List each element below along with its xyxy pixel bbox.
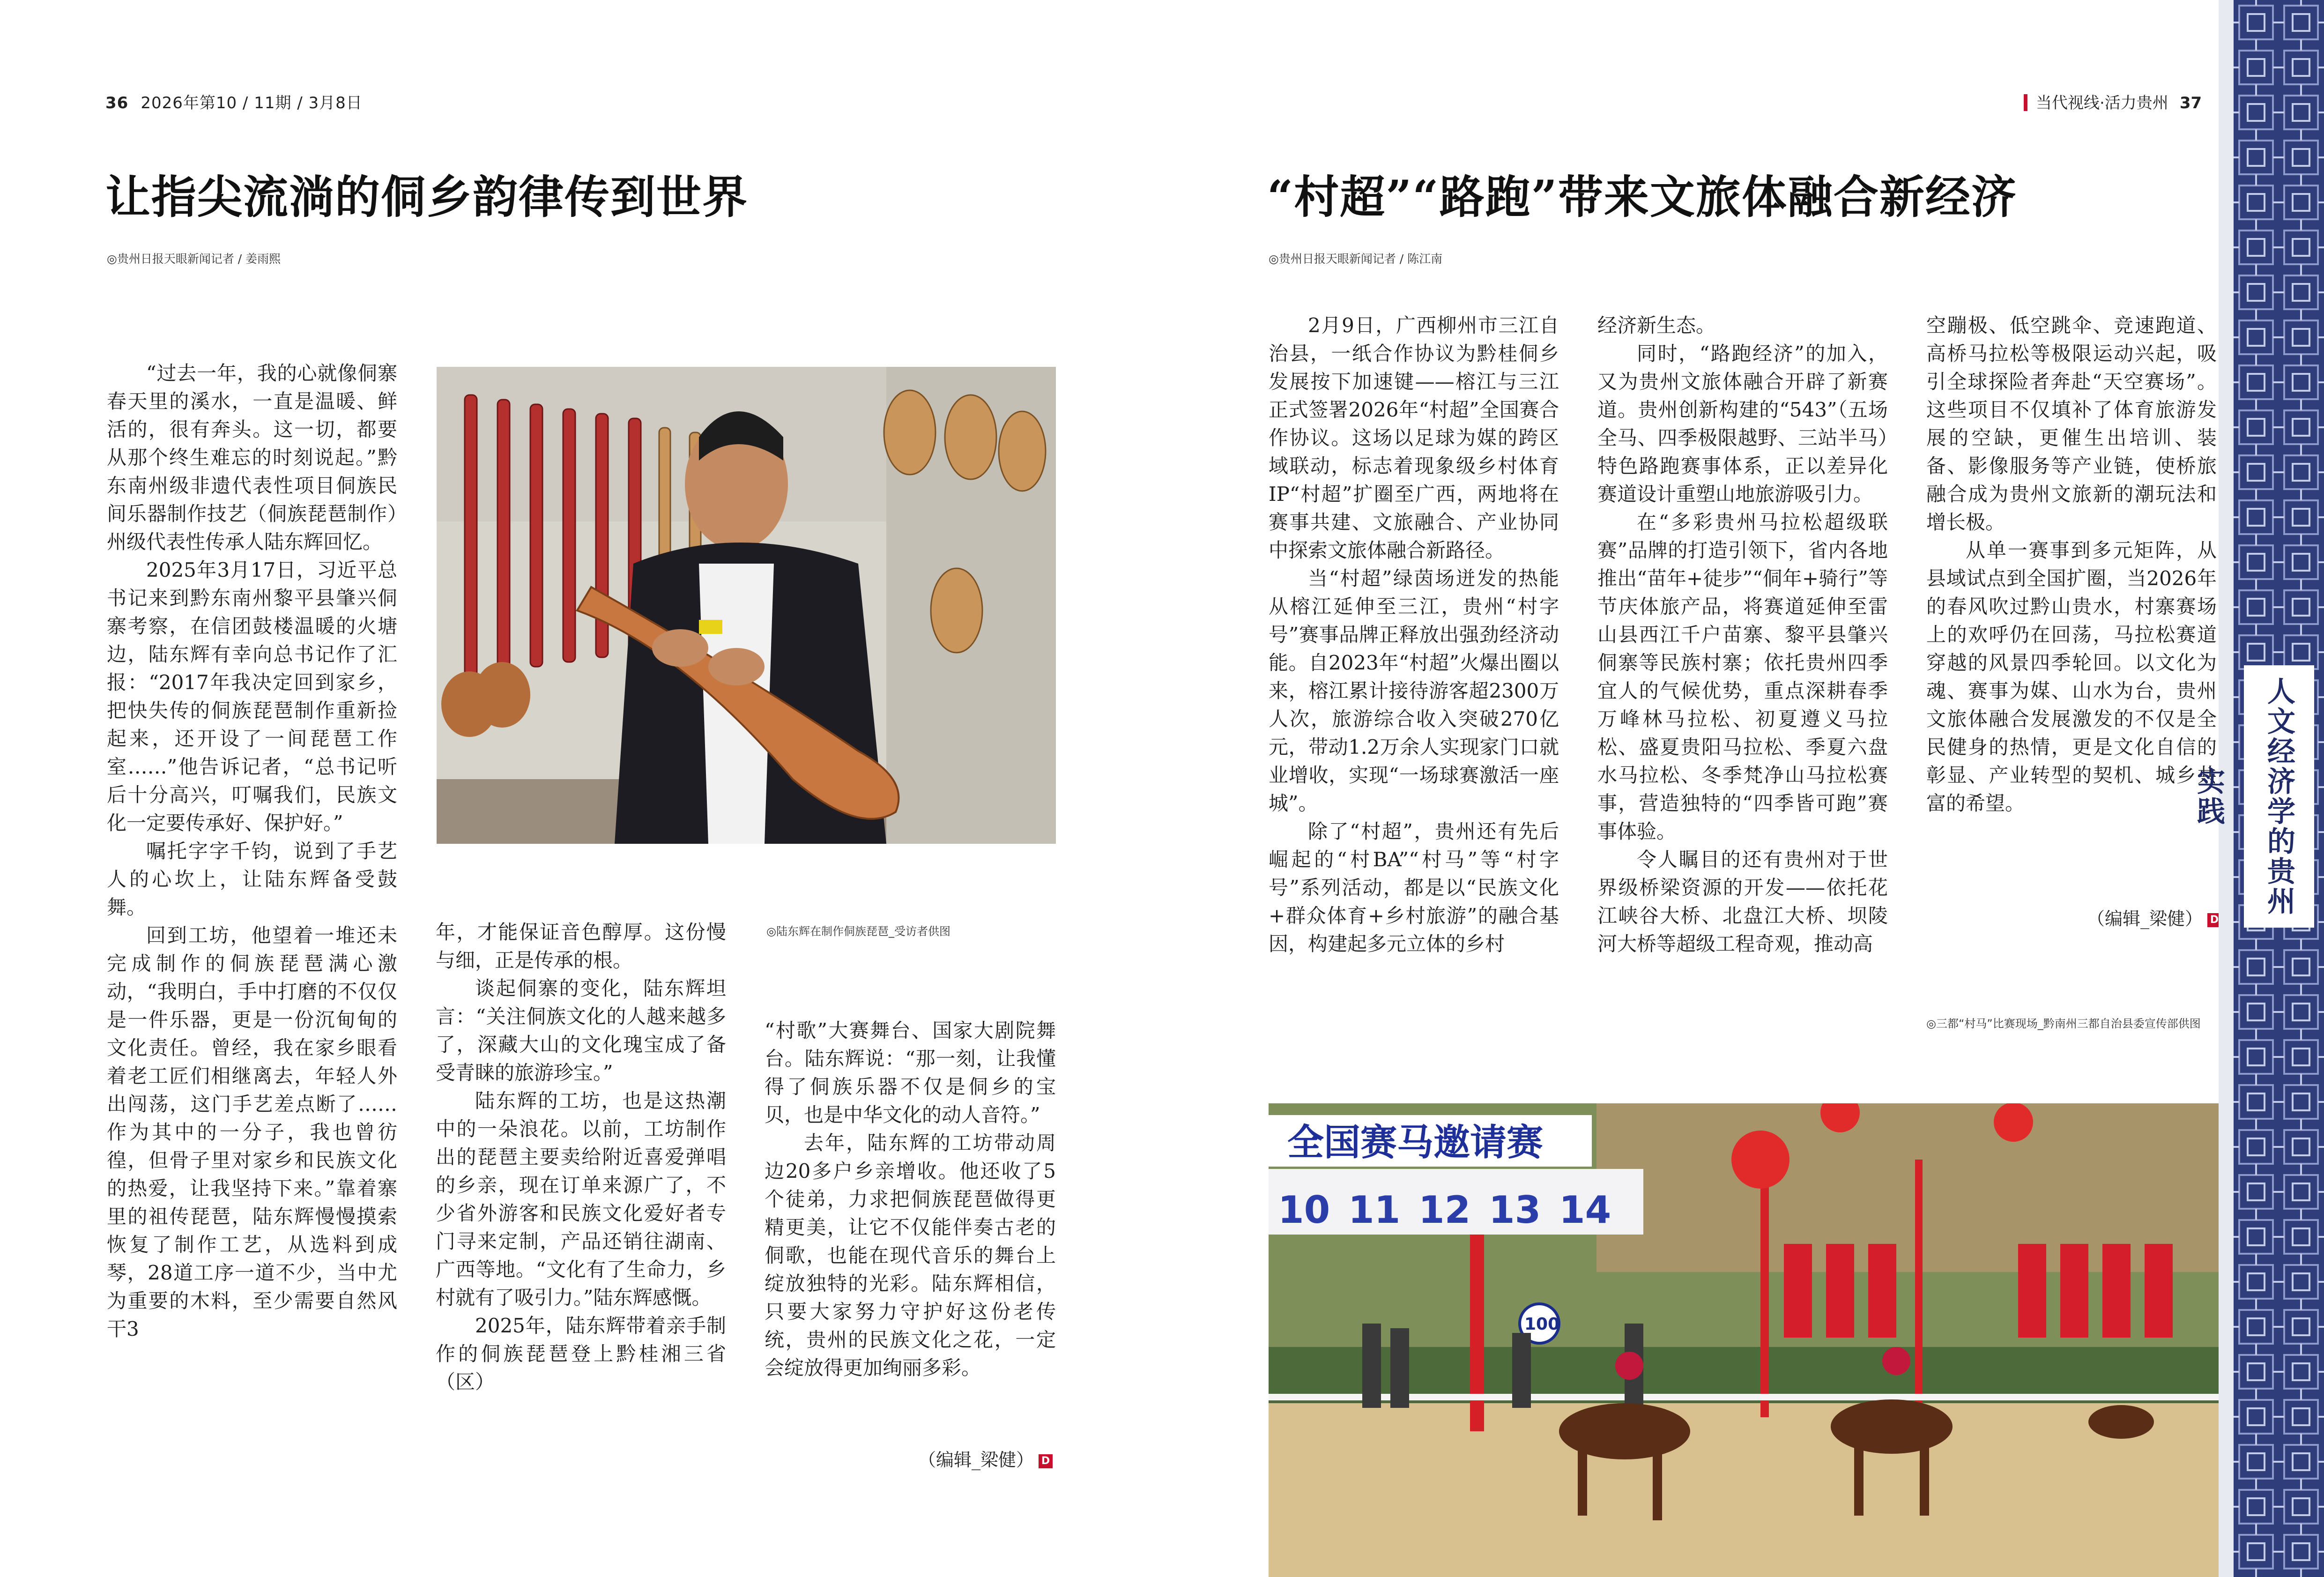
d-badge-icon: D [2207, 913, 2221, 927]
paragraph: 年，才能保证音色醇厚。这份慢与细，正是传承的根。 [436, 921, 726, 972]
paragraph: 2025年，陆东辉带着亲手制作的侗族琵琶登上黔桂湘三省（区） [436, 1314, 726, 1393]
paragraph: 除了“村超”，贵州还有先后崛起的“村BA”“村马”等“村字号”系列活动，都是以“民族文化+群众体育+乡村旅游”的融合基因，构建起多元立体的乡村 [1269, 820, 1559, 955]
workshop-photo-caption: ◎陆东辉在制作侗族琵琶_受访者供图 [766, 925, 950, 938]
left-article-title: 让指尖流淌的侗乡韵律传到世界 [105, 171, 748, 223]
section-name: 当代视线·活力贵州 [2036, 94, 2168, 112]
left-article-column-3 [765, 1017, 1056, 1382]
race-photo-caption: ◎三都“村马”比赛现场_黔南州三都自治县委宣传部供图 [1926, 1017, 2201, 1030]
paragraph: 同时，“路跑经济”的加入，又为贵州文旅体融合开辟了新赛道。贵州创新构建的“543”（五场全马、四季极限越野、三站半马）特色路跑赛事体系，正以差异化赛道设计重塑山地旅游吸引力。 [1597, 342, 1888, 506]
paragraph: 嘱托字字千钧，说到了手艺人的心坎上，让陆东辉备受鼓舞。 [107, 840, 397, 919]
horse-race-photo [1269, 1103, 2219, 1577]
paragraph: 去年，陆东辉的工坊带动周边20多户乡亲增收。他还收了5个徒弟，力求把侗族琵琶做得更精更美，让它不仅能伴奏古老的侗歌，也能在现代音乐的舞台上绽放独特的光彩。陆东辉相信，只要大家努力守护好这份老传统，贵州的民族文化之花，一定会绽放得更加绚丽多彩。 [765, 1131, 1056, 1379]
left-editor-note [918, 1445, 1053, 1471]
paragraph: 在“多彩贵州马拉松超级联赛”品牌的打造引领下，省内各地推出“苗年+徒步”“侗年+骑行”等节庆体旅产品，将赛道延伸至雷山县西江千户苗寨、黎平县肇兴侗寨等民族村寨；依托贵州四季宜人的气候优势，重点深耕春季万峰林马拉松、初夏遵义马拉松、盛夏贵阳马拉松、季夏六盘水马拉松、冬季梵净山马拉松赛事，营造独特的“四季皆可跑”赛事体验。 [1597, 511, 1888, 843]
editor-label: （编辑_梁健） [918, 1450, 1034, 1470]
right-article-column-2 [1597, 312, 1888, 958]
right-article-byline: ◎贵州日报天眼新闻记者 / 陈江南 [1269, 252, 1443, 266]
left-article-column-2 [436, 918, 726, 1396]
right-editor-note [2087, 904, 2221, 930]
workshop-illustration [437, 367, 1056, 844]
race-banner-text: 全国赛马邀请赛 [1287, 1122, 1544, 1164]
workshop-photo [437, 367, 1056, 844]
gate-number: 11 [1348, 1188, 1401, 1232]
paragraph: “村歌”大赛舞台、国家大剧院舞台。陆东辉说：“那一刻，让我懂得了侗族乐器不仅是侗乡的宝贝，也是中华文化的动人音符。” [765, 1019, 1056, 1126]
right-article-column-1 [1269, 312, 1559, 958]
paragraph: 当“村超”绿茵场迸发的热能从榕江延伸至三江，贵州“村字号”赛事品牌正释放出强劲经济动能。自2023年“村超”火爆出圈以来，榕江累计接待游客超2300万人次，旅游综合收入突破270亿元，带动1.2万余人实现家门口就业增收，实现“一场球赛激活一座城”。 [1269, 567, 1559, 815]
right-article-column-3 [1926, 312, 2217, 818]
gate-number: 13 [1489, 1188, 1541, 1232]
left-page-header [105, 90, 363, 113]
distance-sign: 100 [1524, 1315, 1560, 1334]
right-page-number: 37 [2179, 94, 2202, 112]
gate-number: 12 [1418, 1188, 1471, 1232]
paragraph: 回到工坊，他望着一堆还未完成制作的侗族琵琶满心激动，“我明白，手中打磨的不仅仅是一件乐器，更是一份沉甸甸的文化责任。曾经，我在家乡眼看着老工匠们相继离去，年轻人外出闯荡，这门手艺差点断了……作为其中的一分子，我也曾彷徨，但骨子里对家乡和民族文化的热爱，让我坚持下来。”靠着寨里的祖传琵琶，陆东辉慢慢摸索恢复了制作工艺，从选料到成琴，28道工序一道不少，当中尤为重要的木料，至少需要自然风干3 [107, 924, 397, 1340]
d-badge-icon: D [1039, 1454, 1053, 1468]
side-column-title: 人文经济学的贵州实践 [2244, 665, 2314, 928]
paragraph: 从单一赛事到多元矩阵，从县域试点到全国扩圈，当2026年的春风吹过黔山贵水，村寨赛场上的欢呼仍在回荡，马拉松赛道穿越的风景四季轮回。以文化为魂、赛事为媒、山水为台，贵州文旅体融合发展激发的不仅是全民健身的热情，更是文化自信的彰显、产业转型的契机、城乡共富的希望。 [1926, 539, 2217, 815]
issue-info: 2026年第10 / 11期 / 3月8日 [141, 94, 363, 112]
section-marker [2024, 94, 2027, 111]
paragraph: 令人瞩目的还有贵州对于世界级桥梁资源的开发——依托花江峡谷大桥、北盘江大桥、坝陵河大桥等超级工程奇观，推动高 [1597, 848, 1888, 955]
paragraph: 2月9日，广西柳州市三江自治县，一纸合作协议为黔桂侗乡发展按下加速键——榕江与三江正式签署2026年“村超”全国赛合作协议。这场以足球为媒的跨区域联动，标志着现象级乡村体育IP“村超”扩圈至广西，两地将在赛事共建、文旅融合、产业协同中探索文旅体融合新路径。 [1269, 314, 1559, 562]
horse-race-illustration [1269, 1103, 2219, 1577]
right-article-title: “村超”“路跑”带来文旅体融合新经济 [1267, 171, 2017, 223]
paragraph: 经济新生态。 [1597, 314, 1716, 337]
left-page-number: 36 [105, 94, 129, 112]
left-article-column-1 [107, 359, 397, 1343]
right-page-header [2024, 90, 2202, 113]
gate-number: 10 [1278, 1188, 1330, 1232]
paragraph: 陆东辉的工坊，也是这热潮中的一朵浪花。以前，工坊制作出的琵琶主要卖给附近喜爱弹唱的乡亲，现在订单来源广了，不少省外游客和民族文化爱好者专门寻来定制，产品还销往湖南、广西等地。“文化有了生命力，乡村就有了吸引力。”陆东辉感慨。 [436, 1089, 726, 1309]
paragraph: 空蹦极、低空跳伞、竞速跑道、高桥马拉松等极限运动兴起，吸引全球探险者奔赴“天空赛场”。这些项目不仅填补了体育旅游发展的空缺，更催生出培训、装备、影像服务等产业链，使桥旅融合成为贵州文旅新的潮玩法和增长极。 [1926, 314, 2217, 534]
editor-label: （编辑_梁健） [2087, 908, 2203, 929]
gate-number: 14 [1559, 1188, 1611, 1232]
left-article-byline: ◎贵州日报天眼新闻记者 / 姜雨熙 [107, 252, 281, 266]
paragraph: 谈起侗寨的变化，陆东辉坦言：“关注侗族文化的人越来越多了，深藏大山的文化瑰宝成了备受青睐的旅游珍宝。” [436, 977, 726, 1084]
paragraph: “过去一年，我的心就像侗寨春天里的溪水，一直是温暖、鲜活的，很有奔头。这一切，都要从那个终生难忘的时刻说起。”黔东南州级非遗代表性项目侗族民间乐器制作技艺（侗族琵琶制作）州级代表性传承人陆东辉回忆。 [107, 362, 397, 553]
paragraph: 2025年3月17日，习近平总书记来到黔东南州黎平县肇兴侗寨考察，在信团鼓楼温暖的火塘边，陆东辉有幸向总书记作了汇报：“2017年我决定回到家乡，把快失传的侗族琵琶制作重新捡起来，还开设了一间琵琶工作室……”他告诉记者，“总书记听后十分高兴，叮嘱我们，民族文化一定要传承好、保护好。” [107, 558, 397, 834]
